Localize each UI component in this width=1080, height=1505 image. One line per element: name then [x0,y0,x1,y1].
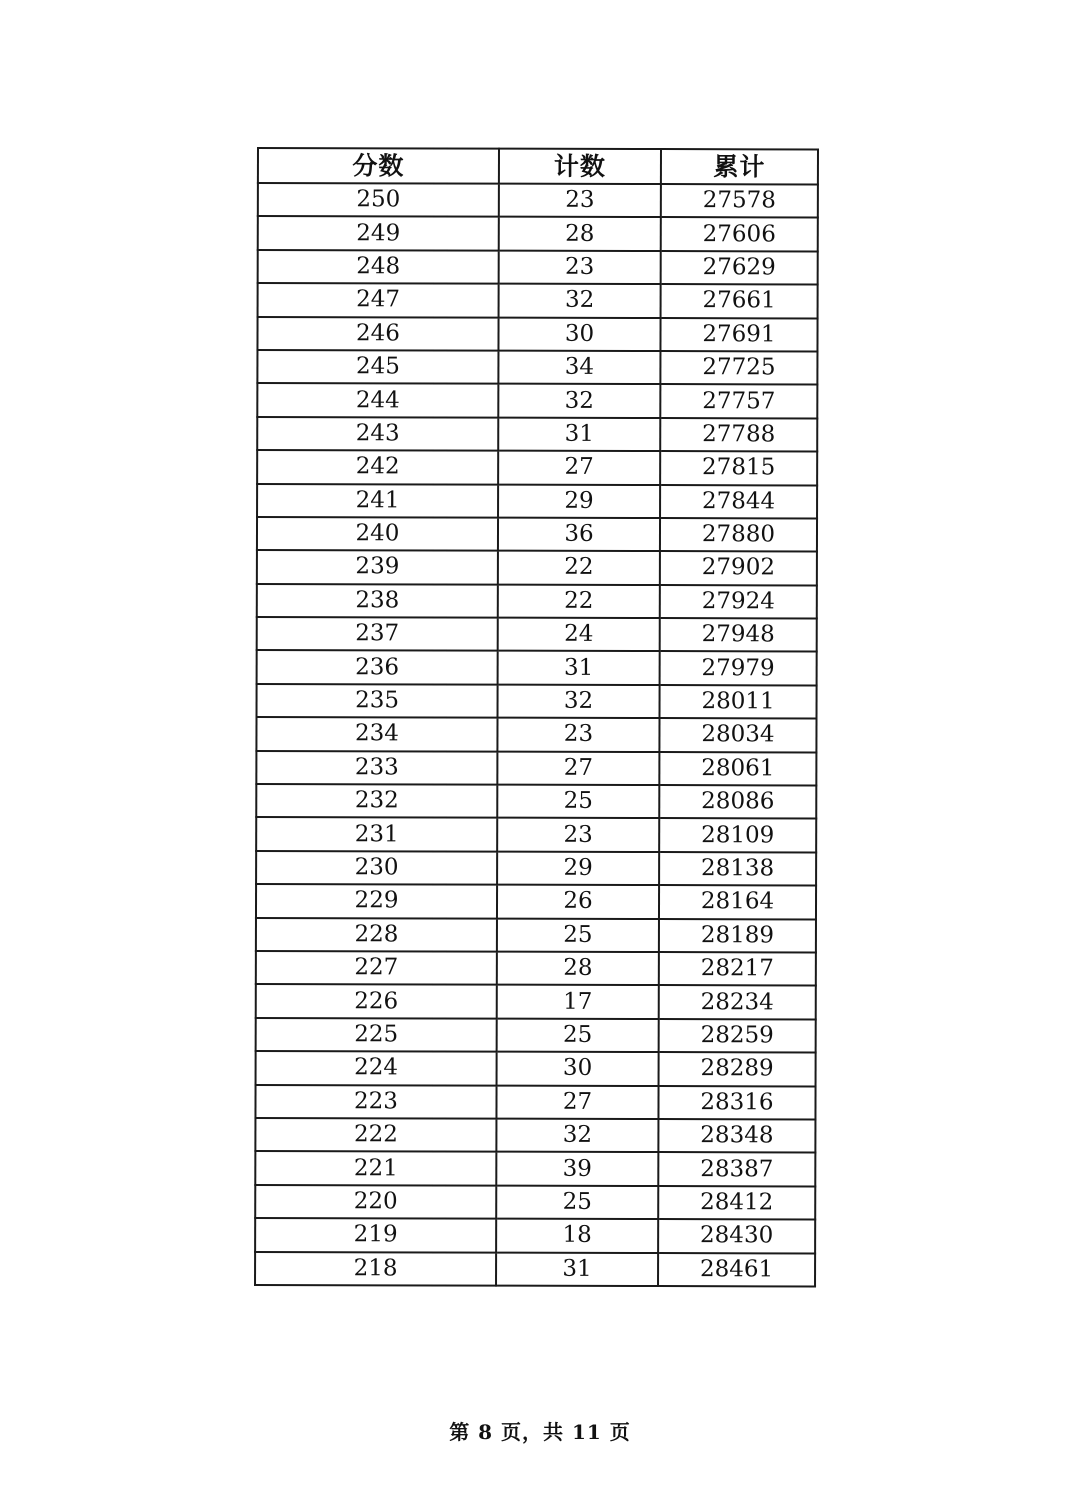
cell-cumulative: 27924 [660,585,817,619]
cell-cumulative: 28109 [659,818,816,852]
table-row [255,1185,815,1220]
cell-cumulative: 27725 [660,351,817,385]
table-row [258,183,818,218]
table-row [258,283,818,318]
cell-score: 244 [257,383,498,417]
cell-score: 238 [257,584,498,618]
cell-count: 22 [498,551,660,585]
cell-score: 247 [258,283,499,317]
header-count: 计数 [499,149,661,184]
cell-count: 31 [496,1252,658,1286]
table-row [256,851,816,886]
cell-count: 23 [497,718,659,752]
cell-cumulative: 27815 [660,451,817,485]
cell-cumulative: 27578 [661,184,818,218]
table-row [256,1051,816,1086]
cell-count: 18 [496,1219,658,1253]
cell-cumulative: 28164 [659,885,816,919]
cell-score: 231 [256,817,497,851]
cell-count: 25 [497,785,659,819]
cell-score: 233 [256,751,497,785]
cell-count: 23 [499,184,661,218]
cell-score: 225 [256,1018,497,1052]
cell-score: 227 [256,951,497,985]
cell-cumulative: 28259 [659,1019,816,1053]
cell-score: 248 [258,250,499,284]
table-row [257,550,817,585]
table-row [256,884,816,919]
cell-count: 23 [499,250,661,284]
table-row [256,918,816,953]
cell-score: 240 [257,517,498,551]
table-row [257,517,817,552]
cell-score: 236 [257,650,498,684]
cell-cumulative: 27757 [660,384,817,418]
table-row [257,684,817,719]
cell-score: 246 [257,317,498,351]
cell-cumulative: 28461 [658,1253,815,1287]
cell-cumulative: 28289 [659,1052,816,1086]
cell-count: 32 [496,1119,658,1153]
cell-cumulative: 28061 [659,752,816,786]
page-number: 第 8 页，共 11 页 [449,1420,631,1444]
cell-score: 219 [255,1218,496,1252]
cell-count: 32 [499,284,661,318]
cell-score: 241 [257,484,498,518]
cell-count: 31 [498,417,660,451]
cell-count: 27 [497,751,659,785]
cell-cumulative: 27788 [660,418,817,452]
cell-score: 223 [255,1085,496,1119]
table-row [255,1085,815,1120]
table-row [255,1251,815,1286]
cell-cumulative: 27979 [660,652,817,686]
cell-count: 30 [497,1052,659,1086]
cell-score: 232 [256,784,497,818]
cell-score: 229 [256,884,497,918]
cell-count: 26 [497,885,659,919]
table-row [256,751,816,786]
table-body [255,183,818,1286]
table-row [257,617,817,652]
table-row [256,817,816,852]
table-row [257,383,817,418]
cell-count: 30 [498,317,660,351]
cell-score: 226 [256,984,497,1018]
cell-cumulative: 28034 [659,718,816,752]
cell-score: 237 [257,617,498,651]
cell-count: 25 [497,1018,659,1052]
cell-count: 36 [498,518,660,552]
cell-count: 17 [497,985,659,1019]
table-row [257,350,817,385]
cell-count: 32 [498,384,660,418]
score-distribution-table [254,147,819,1287]
cell-count: 28 [499,217,661,251]
cell-cumulative: 28011 [660,685,817,719]
cell-score: 222 [255,1118,496,1152]
table-row [255,1218,815,1253]
cell-cumulative: 28430 [658,1219,815,1253]
cell-count: 39 [496,1152,658,1186]
table-row [256,717,816,752]
cell-count: 31 [498,651,660,685]
table-row [257,650,817,685]
table-row [258,216,818,251]
cell-score: 235 [257,684,498,718]
cell-cumulative: 28138 [659,852,816,886]
table-row [257,584,817,619]
cell-cumulative: 27629 [661,251,818,285]
cell-score: 234 [256,717,497,751]
cell-cumulative: 27880 [660,518,817,552]
cell-count: 29 [497,851,659,885]
table-row [257,450,817,485]
cell-score: 239 [257,550,498,584]
cell-score: 245 [257,350,498,384]
cell-count: 22 [498,584,660,618]
cell-score: 250 [258,183,499,217]
cell-score: 242 [257,450,498,484]
header-cumulative: 累计 [661,149,818,184]
table-row [256,1018,816,1053]
cell-count: 27 [498,451,660,485]
cell-cumulative: 28234 [659,985,816,1019]
cell-cumulative: 28316 [658,1086,815,1120]
cell-score: 224 [256,1051,497,1085]
cell-cumulative: 28086 [659,785,816,819]
cell-count: 34 [498,351,660,385]
cell-score: 220 [255,1185,496,1219]
header-score: 分数 [258,148,499,184]
cell-cumulative: 28217 [659,952,816,986]
cell-count: 29 [498,484,660,518]
table-row [257,317,817,352]
cell-count: 28 [497,952,659,986]
cell-cumulative: 28189 [659,919,816,953]
cell-cumulative: 28387 [658,1152,815,1186]
cell-cumulative: 28348 [658,1119,815,1153]
cell-score: 243 [257,417,498,451]
cell-cumulative: 28412 [658,1186,815,1220]
table-row [256,951,816,986]
table-row [255,1151,815,1186]
table-row [257,484,817,519]
cell-count: 23 [497,818,659,852]
cell-score: 249 [258,216,499,250]
cell-cumulative: 27844 [660,485,817,519]
cell-score: 228 [256,918,497,952]
cell-score: 221 [255,1151,496,1185]
cell-cumulative: 27606 [661,217,818,251]
cell-cumulative: 27691 [660,318,817,352]
cell-count: 25 [497,918,659,952]
cell-cumulative: 27661 [661,284,818,318]
cell-count: 27 [496,1085,658,1119]
cell-count: 32 [498,684,660,718]
table-row [256,984,816,1019]
cell-count: 24 [498,618,660,652]
cell-cumulative: 27902 [660,551,817,585]
cell-score: 230 [256,851,497,885]
cell-score: 218 [255,1251,496,1285]
cell-cumulative: 27948 [660,618,817,652]
cell-count: 25 [496,1185,658,1219]
table-row [257,417,817,452]
table-row [256,784,816,819]
table-row [258,250,818,285]
table-row [255,1118,815,1153]
table-header-row [258,148,818,184]
